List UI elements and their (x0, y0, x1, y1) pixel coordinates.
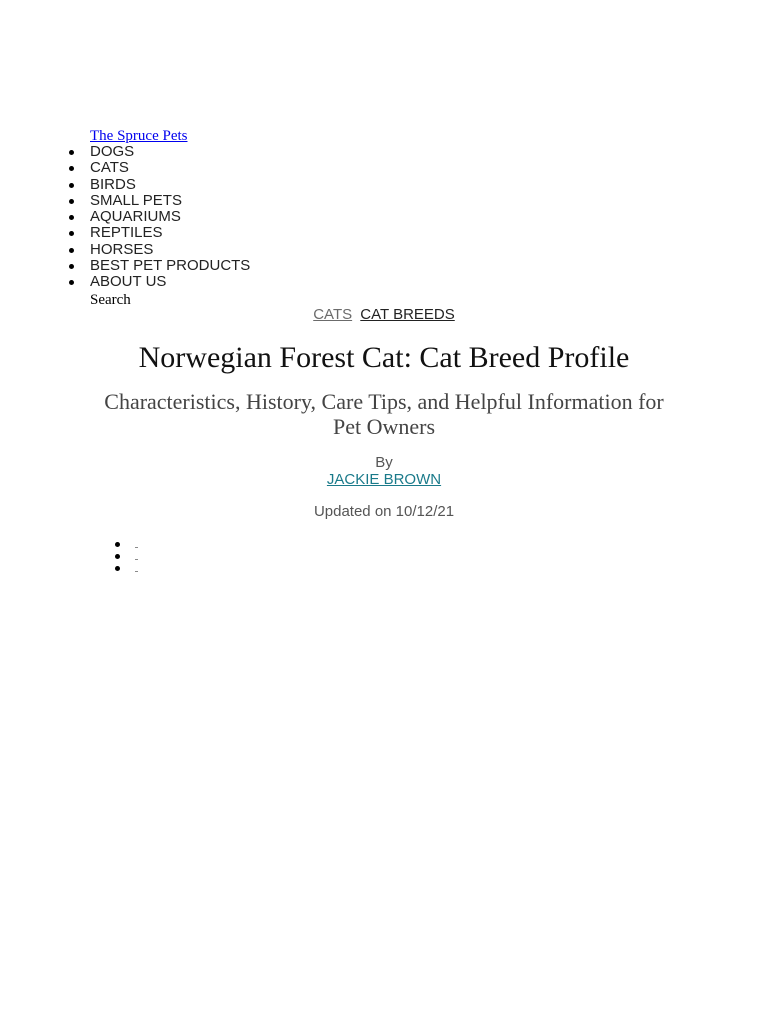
breadcrumb (0, 306, 768, 324)
share-item (135, 562, 141, 574)
main-nav (90, 144, 250, 291)
share-link[interactable] (135, 559, 138, 560)
nav-item-birds[interactable]: BIRDS (90, 177, 250, 193)
nav-item-horses[interactable]: HORSES (90, 242, 250, 258)
updated-date: Updated on 10/12/21 (313, 503, 455, 520)
share-item (135, 538, 141, 550)
nav-item-about-us[interactable]: ABOUT US (90, 274, 250, 290)
nav-item-small-pets[interactable]: SMALL PETS (90, 193, 250, 209)
nav-item-reptiles[interactable]: REPTILES (90, 225, 250, 241)
search-button[interactable]: Search (90, 292, 131, 308)
site-logo-link[interactable]: The Spruce Pets (90, 128, 188, 144)
byline-label: By (375, 454, 393, 471)
nav-item-cats[interactable]: CATS (90, 160, 250, 176)
nav-item-best-pet-products[interactable]: BEST PET PRODUCTS (90, 257, 251, 275)
author-link[interactable]: JACKIE BROWN (326, 471, 442, 488)
article-subtitle: Characteristics, History, Care Tips, and Helpful Information for Pet Owners (104, 389, 664, 439)
breadcrumb-cat-breeds[interactable]: CAT BREEDS (360, 306, 455, 323)
breadcrumb-cats[interactable]: CATS (313, 306, 353, 323)
share-link[interactable] (135, 547, 138, 548)
page-title: Norwegian Forest Cat: Cat Breed Profile (138, 341, 630, 374)
share-list (135, 538, 141, 574)
share-item (135, 550, 141, 562)
author-container (0, 471, 768, 489)
nav-item-dogs[interactable]: DOGS (90, 144, 250, 160)
share-link[interactable] (135, 571, 138, 572)
nav-item-aquariums[interactable]: AQUARIUMS (90, 209, 250, 225)
